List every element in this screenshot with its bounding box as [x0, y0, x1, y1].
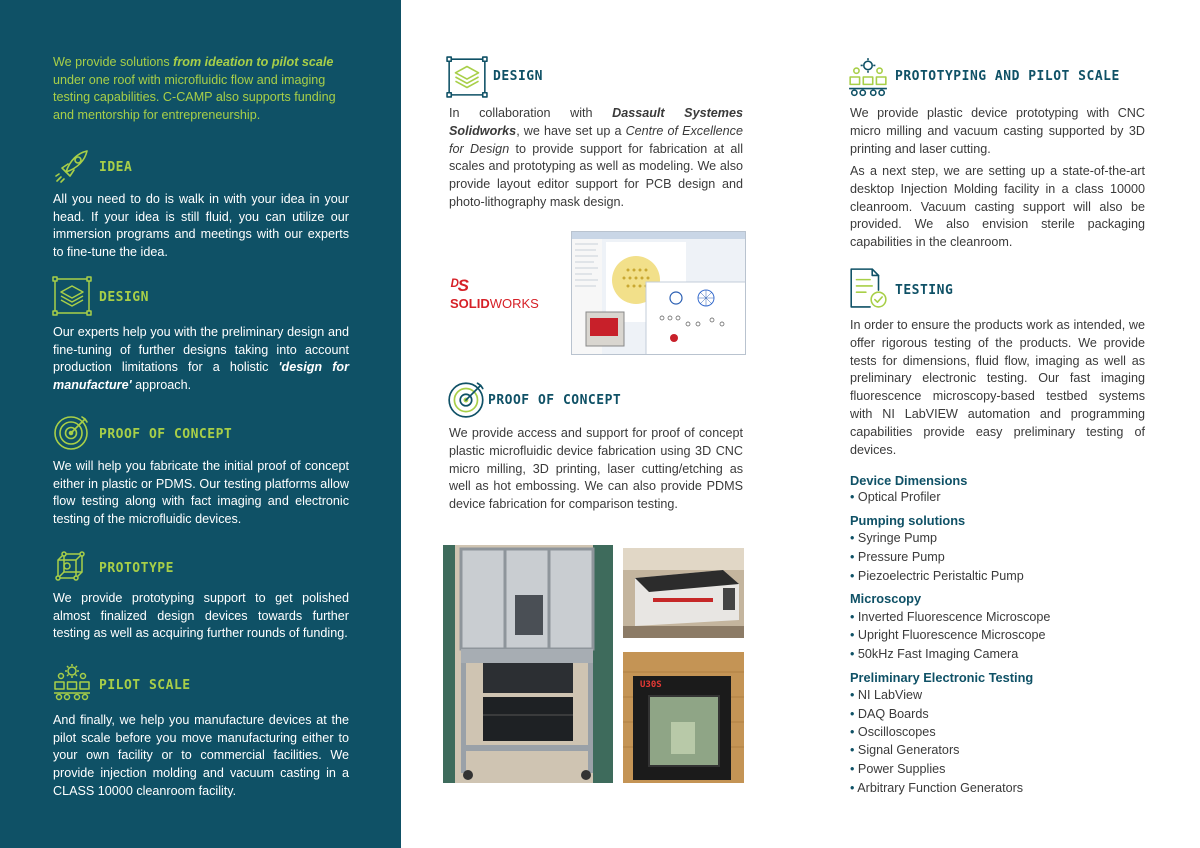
idea-title: IDEA: [99, 160, 133, 175]
intro-text: [53, 54, 353, 124]
printer-graphic: [623, 652, 744, 783]
text-emphasis: Dassault Systemes Solidworks: [449, 106, 743, 138]
layers-icon: [52, 276, 92, 316]
idea-body: All you need to do is walk in with your idea in your head. If your idea is still fluid, you can utilize our immersion programs and meetings with our experts to fine-tune the idea.: [53, 192, 349, 260]
list-head-microscopy: Microscopy: [850, 591, 922, 606]
list-item: • NI LabView: [850, 688, 922, 702]
list-head-pumping: Pumping solutions: [850, 513, 966, 528]
logo-brand: WORKS: [489, 296, 539, 311]
logo-ds: ᴰS: [450, 276, 468, 295]
checklist-icon: [847, 267, 889, 309]
text-part: In collaboration with: [449, 106, 613, 120]
design-body-emphasis: 'design for manufacture': [53, 360, 349, 393]
middle-design-body: [449, 105, 743, 212]
text-part: to provide support for fabrication at all scales and prototyping as well as modeling. We also provide layout editor support for PCB design and photo-lithography mask design.: [449, 141, 743, 209]
factory-gear-icon: [52, 662, 92, 702]
right-proto-title: PROTOTYPING AND PILOT SCALE: [895, 69, 1120, 84]
list-item: • Arbitrary Function Generators: [850, 781, 1023, 795]
text-part: , we have set up a: [516, 123, 626, 138]
cube-network-icon: [52, 544, 92, 584]
cad-software-screenshot: [571, 231, 746, 355]
list-head-device-dimensions: Device Dimensions: [850, 473, 968, 488]
design-body-part: Our experts help you with the preliminary design and fine-tuning of further designs taking into account production limitations for a holistic: [53, 325, 349, 375]
poc-title: PROOF OF CONCEPT: [99, 427, 233, 442]
design-title: DESIGN: [99, 290, 149, 305]
laser-cutter-photo: [623, 548, 744, 638]
cnc-machine-photo: [443, 545, 613, 783]
laser-graphic: [623, 548, 744, 638]
poc-body: We will help you fabricate the initial proof of concept either in plastic or PDMS. Our testing platforms allow flow testing along with fact imaging and electronic testing of the microfluidic devices.: [53, 459, 349, 527]
layers-icon: [446, 56, 488, 98]
printer-label: U30S: [640, 680, 662, 690]
prototype-title: PROTOTYPE: [99, 561, 174, 576]
left-panel: [0, 0, 401, 848]
middle-poc-title: PROOF OF CONCEPT: [488, 393, 622, 408]
intro-part: under one roof with microfluidic flow and imaging testing capabilities. C-CAMP also supports funding and mentorship for entrepreneurship.: [53, 72, 336, 122]
rocket-icon: [52, 146, 92, 186]
list-item: • Inverted Fluorescence Microscope: [850, 610, 1050, 624]
intro-emphasis: from ideation to pilot scale: [173, 55, 334, 69]
3d-printer-photo: [623, 652, 744, 783]
list-head-electronic-testing: Preliminary Electronic Testing: [850, 670, 1034, 685]
factory-gear-icon: [847, 56, 889, 98]
design-body: [53, 324, 349, 395]
prototype-body: We provide prototyping support to get polished almost finalized design devices towards further testing as well as acquiring further rounds of funding.: [53, 591, 349, 641]
cad-graphic: [572, 232, 746, 355]
text-emphasis: Centre of Excellence for Design: [449, 123, 743, 156]
solidworks-logo: [450, 276, 560, 311]
list-item: • Oscilloscopes: [850, 725, 936, 739]
cnc-graphic: [443, 545, 613, 783]
right-testing-body: In order to ensure the products work as intended, we offer rigorous testing of the products. We provide tests for dimensions, fluid flow, imaging as well as preliminary electronic testing. Our fast imaging fluorescence microscopy-based testbed systems with NI LabVIEW automation and programming capabilities provide easy preliminary testing of devices.: [850, 318, 1145, 457]
right-proto-p2: As a next step, we are setting up a state-of-the-art desktop Injection Molding facility in a class 10000 cleanroom. Vacuum casting support will also be provided. We also envision sterile packaging capabilities in the cleanroom.: [850, 164, 1145, 250]
pilot-title: PILOT SCALE: [99, 678, 191, 693]
design-body-part: approach.: [131, 378, 192, 393]
middle-design-title: DESIGN: [493, 69, 543, 84]
target-icon: [446, 378, 488, 420]
list-item: • Syringe Pump: [850, 531, 937, 545]
target-icon: [52, 412, 92, 452]
list-item: • Optical Profiler: [850, 490, 941, 504]
pilot-body: And finally, we help you manufacture devices at the pilot scale before you move manufacturing either to your own facility or to commercial facilities. We provide injection molding and vacuum casting in a CLASS 10000 cleanroom facility.: [53, 713, 349, 798]
list-item: • Signal Generators: [850, 743, 959, 757]
list-item: • Upright Fluorescence Microscope: [850, 628, 1046, 642]
list-item: • DAQ Boards: [850, 707, 929, 721]
right-testing-title: TESTING: [895, 283, 954, 298]
intro-part: We provide solutions: [53, 55, 174, 69]
middle-poc-body: We provide access and support for proof of concept plastic microfluidic device fabrication using 3D CNC micro milling, 3D printing, laser cutting/etching as well as hot embossing. We can also provide PDMS device fabrication for comparison testing.: [449, 426, 743, 512]
list-item: • Piezoelectric Peristaltic Pump: [850, 569, 1024, 583]
right-proto-p1: We provide plastic device prototyping with CNC micro milling and vacuum casting supported by 3D printing and laser cutting.: [850, 106, 1145, 156]
list-item: • 50kHz Fast Imaging Camera: [850, 647, 1018, 661]
list-item: • Pressure Pump: [850, 550, 945, 564]
logo-brand: SOLID: [450, 296, 490, 311]
list-item: • Power Supplies: [850, 762, 945, 776]
